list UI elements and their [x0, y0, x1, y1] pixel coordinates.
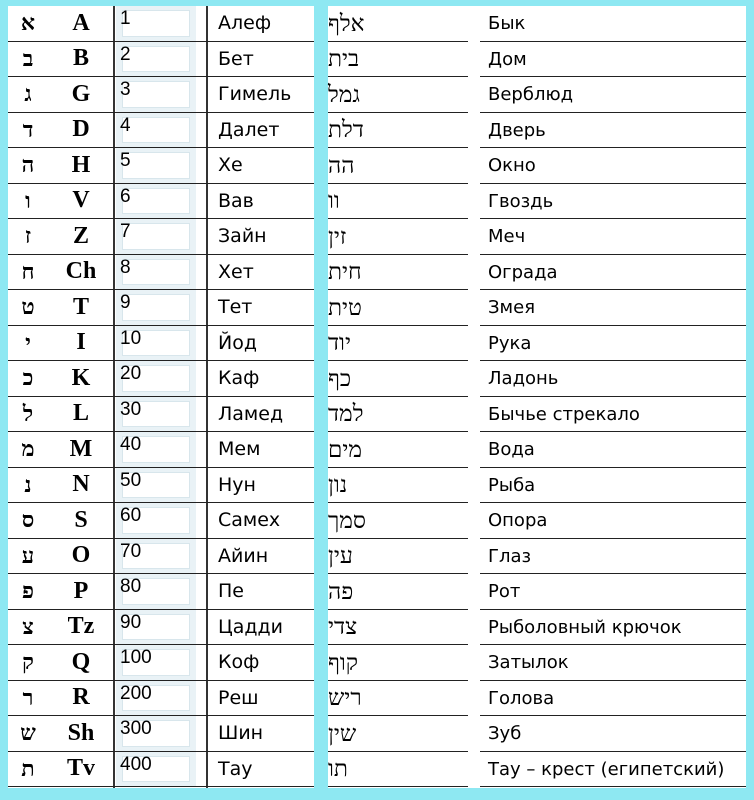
- latin-transliteration: T: [72, 293, 89, 320]
- latin-transliteration: V: [72, 187, 90, 214]
- table-row: [328, 539, 746, 575]
- meaning-ru: Гвоздь: [488, 190, 554, 212]
- latin-transliteration: Sh: [67, 719, 95, 746]
- row-divider: [328, 786, 468, 787]
- letter-name-ru: Цадди: [218, 615, 284, 638]
- latin-transliteration: G: [71, 80, 91, 107]
- meaning-ru: Затылок: [488, 652, 569, 674]
- numeric-value: 5: [120, 150, 131, 171]
- hebrew-letter: ג: [24, 81, 32, 108]
- table-row: [8, 397, 314, 433]
- hebrew-word: תו: [328, 756, 348, 783]
- hebrew-word: פה: [328, 578, 354, 605]
- latin-transliteration: N: [72, 471, 90, 498]
- table-row: [328, 6, 746, 42]
- meaning-ru: Голова: [488, 687, 555, 709]
- letter-name-ru: Бет: [218, 47, 254, 70]
- hebrew-word: בית: [328, 46, 360, 73]
- meaning-ru: Дверь: [488, 119, 546, 141]
- hebrew-word: סמך: [328, 507, 367, 534]
- meaning-ru: Опора: [488, 510, 548, 532]
- table-row: [8, 219, 314, 255]
- hebrew-letter: ח: [21, 258, 35, 285]
- numeric-value: 3: [120, 79, 131, 100]
- hebrew-word: שין: [328, 720, 357, 747]
- hebrew-letter: כ: [22, 365, 34, 392]
- letter-name-ru: Реш: [218, 686, 259, 709]
- hebrew-letter: ס: [21, 507, 35, 534]
- letter-name-ru: Алеф: [218, 12, 272, 35]
- latin-transliteration: K: [71, 364, 91, 391]
- hebrew-word: דלת: [328, 117, 364, 144]
- hebrew-letter: ה: [21, 152, 35, 179]
- hebrew-word: זין: [328, 223, 347, 250]
- letter-name-ru: Йод: [218, 331, 257, 354]
- table-row: [328, 432, 746, 468]
- numeric-value: 2: [120, 43, 131, 65]
- table-row: [328, 610, 746, 646]
- latin-transliteration: S: [74, 506, 88, 533]
- table-row: [8, 468, 314, 504]
- hebrew-letter: י: [25, 329, 31, 356]
- numeric-value: 100: [120, 647, 152, 668]
- hebrew-letter: פ: [22, 578, 34, 605]
- numeric-value: 7: [120, 221, 131, 242]
- table-row: [8, 503, 314, 539]
- numeric-value: 9: [120, 292, 131, 313]
- hebrew-letter: ת: [21, 755, 35, 782]
- hebrew-letter: ר: [22, 684, 34, 711]
- table-row: [8, 113, 314, 149]
- numeric-value: 90: [120, 611, 142, 633]
- hebrew-letter: ו: [25, 187, 31, 214]
- hebrew-letter: נ: [24, 471, 32, 498]
- hebrew-word: וו: [328, 188, 340, 215]
- table-row: [328, 503, 746, 539]
- table-row: [8, 6, 314, 42]
- hebrew-word: טית: [328, 294, 362, 321]
- numeric-value: 4: [120, 114, 131, 136]
- latin-transliteration: Z: [72, 222, 89, 249]
- hebrew-word: קוף: [328, 649, 359, 676]
- numeric-value: 20: [120, 363, 142, 384]
- letter-name-ru: Вав: [218, 189, 254, 212]
- table-row: [328, 681, 746, 717]
- meaning-ru: Бычье стрекало: [488, 403, 640, 425]
- table-row: [8, 539, 314, 575]
- letter-name-ru: Далет: [218, 118, 280, 141]
- hebrew-word: גמל: [328, 81, 360, 108]
- numeric-value: 10: [120, 327, 142, 349]
- latin-transliteration: M: [69, 435, 93, 462]
- letter-name-ru: Коф: [218, 651, 260, 674]
- table-row: [8, 716, 314, 752]
- table-row: [8, 361, 314, 397]
- hebrew-letter: ב: [22, 45, 34, 72]
- numeric-value: 30: [120, 398, 142, 420]
- hebrew-word: עין: [328, 543, 353, 570]
- meaning-ru: Ограда: [488, 261, 558, 283]
- table-row: [328, 113, 746, 149]
- latin-transliteration: Tz: [67, 613, 95, 640]
- table-row: [328, 574, 746, 610]
- table-row: [328, 361, 746, 397]
- numeric-value: 300: [120, 718, 152, 739]
- letter-name-ru: Мем: [218, 438, 261, 461]
- table-row: [8, 752, 314, 788]
- latin-transliteration: I: [76, 329, 86, 356]
- numeric-value: 6: [120, 185, 131, 207]
- numeric-value: 50: [120, 469, 142, 491]
- hebrew-word: אלף: [328, 10, 365, 37]
- table-row: [8, 645, 314, 681]
- hebrew-word: נון: [328, 472, 348, 499]
- hebrew-letter: ל: [22, 400, 34, 427]
- letter-name-ru: Ламед: [218, 402, 284, 425]
- numeric-value: 70: [120, 540, 142, 562]
- numeric-value: 40: [120, 434, 142, 455]
- hebrew-word: כף: [328, 365, 352, 392]
- table-row: [328, 752, 746, 788]
- hebrew-letter: ק: [22, 649, 34, 676]
- table-row: [8, 574, 314, 610]
- table-row: [328, 716, 746, 752]
- table-row: [8, 326, 314, 362]
- meaning-ru: Рука: [488, 332, 532, 354]
- hebrew-word: מים: [328, 436, 363, 463]
- table-row: [328, 326, 746, 362]
- hebrew-letter: ד: [22, 116, 34, 143]
- latin-transliteration: B: [72, 45, 89, 72]
- table-row: [8, 77, 314, 113]
- latin-transliteration: H: [71, 151, 91, 178]
- letter-name-ru: Хет: [218, 260, 254, 283]
- numeric-value: 400: [120, 753, 152, 775]
- table-row: [8, 681, 314, 717]
- latin-transliteration: P: [73, 577, 89, 604]
- table-row: [8, 610, 314, 646]
- hebrew-letter: צ: [22, 613, 34, 640]
- meaning-ru: Тау – крест (египетский): [488, 758, 725, 780]
- table-row: [328, 397, 746, 433]
- hebrew-word: למד: [328, 401, 364, 428]
- numeric-value: 8: [120, 256, 131, 278]
- letter-name-ru: Тет: [218, 296, 253, 319]
- meaning-ru: Верблюд: [488, 84, 574, 106]
- hebrew-letter: א: [20, 10, 36, 37]
- meaning-ru: Ладонь: [488, 368, 559, 390]
- letter-name-ru: Хе: [218, 154, 243, 177]
- hebrew-word: צדי: [328, 614, 358, 641]
- numeric-value: 60: [120, 505, 142, 526]
- hebrew-word: יוד: [328, 330, 351, 357]
- numeric-value: 1: [120, 8, 131, 29]
- meaning-ru: Бык: [488, 13, 526, 35]
- meaning-ru: Меч: [488, 226, 526, 248]
- hebrew-letter: ש: [20, 720, 36, 747]
- row-divider: [480, 786, 746, 787]
- meaning-ru: Рот: [488, 581, 521, 603]
- letter-name-ru: Пе: [218, 580, 244, 603]
- meaning-ru: Глаз: [488, 545, 532, 567]
- table-row: [328, 42, 746, 78]
- table-row: [328, 645, 746, 681]
- table-row: [328, 290, 746, 326]
- table-row: [328, 219, 746, 255]
- numeric-value: 80: [120, 576, 142, 597]
- letter-name-ru: Каф: [218, 367, 260, 390]
- letter-name-ru: Зайн: [218, 225, 267, 248]
- meaning-ru: Зуб: [488, 723, 522, 745]
- table-row: [8, 42, 314, 78]
- table-row: [328, 468, 746, 504]
- hebrew-letter: ט: [21, 294, 35, 321]
- latin-transliteration: A: [72, 9, 90, 36]
- left-panel: [8, 6, 314, 788]
- latin-transliteration: R: [72, 684, 90, 711]
- hebrew-letter: ז: [24, 223, 32, 250]
- hebrew-word: ריש: [328, 685, 362, 712]
- hebrew-letter: מ: [21, 436, 35, 463]
- latin-transliteration: D: [72, 116, 90, 143]
- right-panel: [328, 6, 746, 788]
- hebrew-word: חית: [328, 259, 362, 286]
- table-row: [8, 432, 314, 468]
- table-row: [8, 184, 314, 220]
- letter-name-ru: Айин: [218, 544, 269, 567]
- table-row: [328, 148, 746, 184]
- letter-name-ru: Тау: [218, 757, 253, 780]
- latin-transliteration: Q: [71, 648, 91, 675]
- meaning-ru: Вода: [488, 439, 535, 461]
- latin-transliteration: Tv: [66, 755, 95, 782]
- table-row: [328, 255, 746, 291]
- meaning-ru: Рыба: [488, 474, 536, 496]
- hebrew-letter: ע: [21, 542, 35, 569]
- table-row: [8, 148, 314, 184]
- meaning-ru: Дом: [488, 48, 527, 70]
- latin-transliteration: Ch: [65, 258, 97, 285]
- letter-name-ru: Нун: [218, 473, 256, 496]
- meaning-ru: Окно: [488, 155, 536, 177]
- table-row: [328, 77, 746, 113]
- table-row: [8, 255, 314, 291]
- meaning-ru: Рыболовный крючок: [488, 616, 682, 638]
- table-row: [328, 184, 746, 220]
- table-row: [8, 290, 314, 326]
- numeric-value: 200: [120, 682, 152, 704]
- meaning-ru: Змея: [488, 297, 536, 319]
- latin-transliteration: L: [72, 400, 89, 427]
- latin-transliteration: O: [71, 542, 91, 569]
- hebrew-word: הה: [328, 152, 355, 179]
- letter-name-ru: Шин: [218, 722, 264, 745]
- letter-name-ru: Самех: [218, 509, 281, 532]
- letter-name-ru: Гимель: [218, 83, 292, 106]
